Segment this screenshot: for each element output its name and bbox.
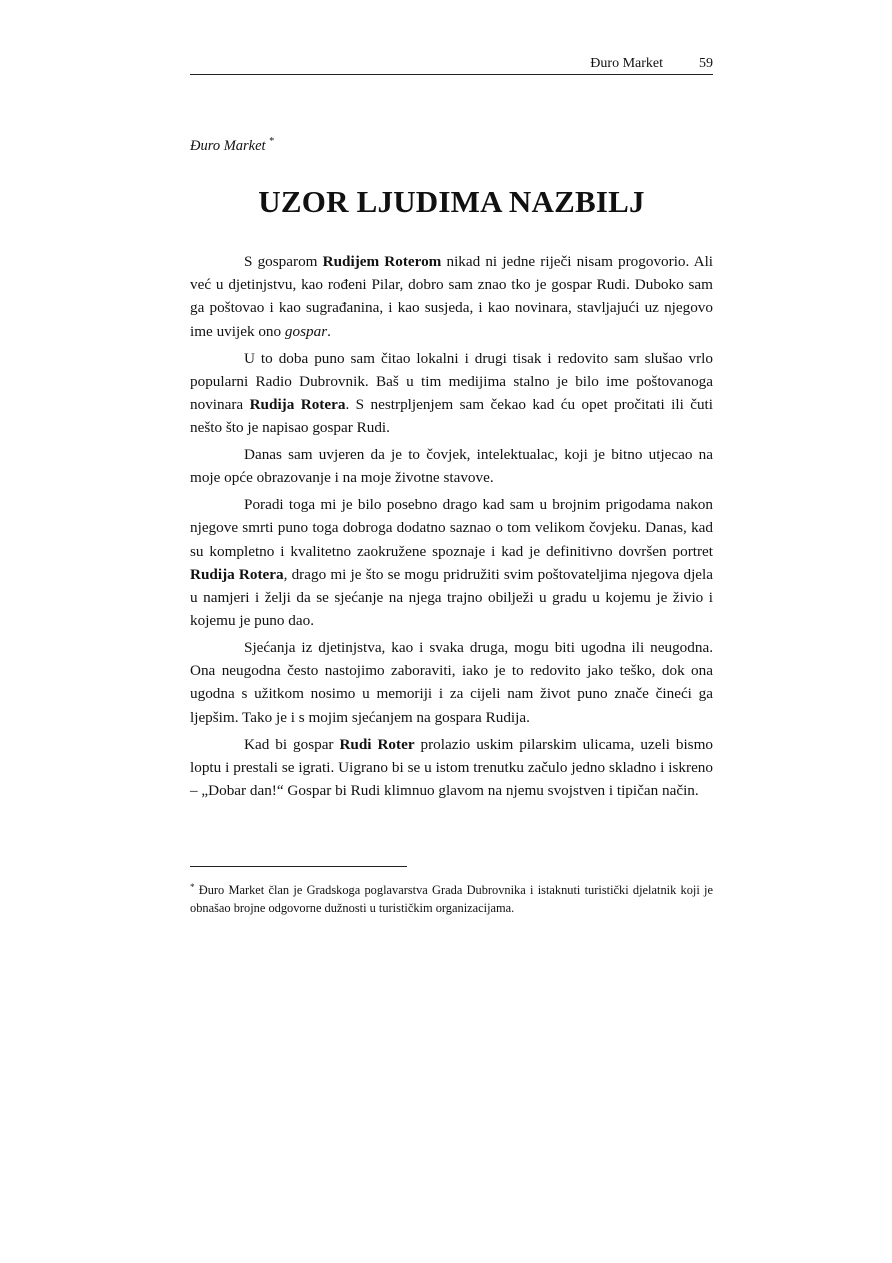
- name-emphasis: Rudi Roter: [339, 735, 415, 753]
- article-author: [190, 132, 274, 156]
- author-name: Đuro Market: [190, 138, 266, 154]
- article-body: [190, 250, 713, 806]
- footnote: [190, 878, 713, 917]
- paragraph-text: . S nestrpljenjem sam čekao kad ću opet pročitati ili čuti nešto što je napisao gospar Rudi.: [190, 395, 713, 437]
- footnote-text: Đuro Market član je Gradskoga poglavarstva Grada Dubrovnika i istaknuti turistički djelatnik koji je obnašao brojne odgovorne dužnosti u turističkim organizacijama.: [190, 883, 713, 915]
- page-number: 59: [699, 56, 713, 71]
- header-rule: [190, 74, 713, 75]
- paragraph-text: , drago mi je što se mogu pridružiti svim poštovateljima njegova djela u namjeri i želji da se sjećanje na njega trajno obilježi u gradu u kojemu je živio i kojemu je puno dao.: [190, 565, 713, 630]
- paragraph-text: Sjećanja iz djetinjstva, kao i svaka druga, mogu biti ugodna ili neugodna. Ona neugodna često nastojimo zaboraviti, iako je to redovito jako teško, dok ona ugodna s užitkom nosimo u memoriji i za cijeli nam život puno znače čineći ga ljepšim. Tako je i s mojim sjećanjem na gospara Rudija.: [190, 639, 713, 726]
- paragraph-2: [190, 347, 713, 440]
- paragraph-5: [190, 636, 713, 729]
- name-emphasis: Rudijem Roterom: [322, 253, 442, 270]
- paragraph-text: S gosparom: [244, 253, 323, 270]
- footnote-marker: *: [190, 882, 195, 892]
- paragraph-text: Danas sam uvjeren da je to čovjek, intelektualac, koji je bitno utjecao na moje opće obrazovanje i na moje životne stavove.: [190, 446, 713, 487]
- name-emphasis: Rudija Rotera: [249, 395, 346, 413]
- author-footnote-marker: *: [269, 136, 275, 147]
- running-title: Đuro Market: [590, 56, 663, 71]
- paragraph-4: [190, 493, 713, 632]
- paragraph-text: Kad bi gospar: [244, 735, 340, 753]
- paragraph-text: U to doba puno sam čitao lokalni i drugi tisak i redovito sam slušao vrlo popularni Radio Dubrovnik. Baš u tim medijima stalno je bilo ime poštovanoga novinara: [190, 349, 713, 413]
- paragraph-3: [190, 443, 713, 489]
- article-title: UZOR LJUDIMA NAZBILJ: [258, 184, 645, 219]
- italic-emphasis: gospar: [284, 322, 328, 340]
- footnote-rule: [190, 866, 407, 867]
- paragraph-text: Poradi toga mi je bilo posebno drago kad sam u brojnim prigodama nakon njegove smrti puno toga dobroga dodatno saznao o tom velikom čovjeku. Danas, kad su kompletno i kvalitetno zaokružene spoznaje i kad je definitivno dovršen portret: [190, 496, 713, 560]
- paragraph-text: prolazio uskim pilarskim ulicama, uzeli bismo loptu i prestali se igrati. Uigrano bi se u istom trenutku začulo jedno skladno i iskreno – „Dobar dan!“ Gospar bi Rudi klimnuo glavom na njemu svojstven i tipičan način.: [190, 735, 713, 799]
- paragraph-1: [190, 250, 713, 343]
- running-header: [190, 55, 713, 72]
- name-emphasis: Rudija Rotera: [190, 565, 284, 583]
- paragraph-text: .: [327, 322, 331, 340]
- paragraph-text: nikad ni jedne riječi nisam progovorio. Ali već u djetinjstvu, kao rođeni Pilar, dobro sam znao tko je gospar Rudi. Duboko sam ga poštovao i kao sugrađanina, i kao susjeda, i kao novinara, stavljajući uz njegovo ime uvijek ono: [190, 253, 714, 340]
- paragraph-6: [190, 733, 713, 803]
